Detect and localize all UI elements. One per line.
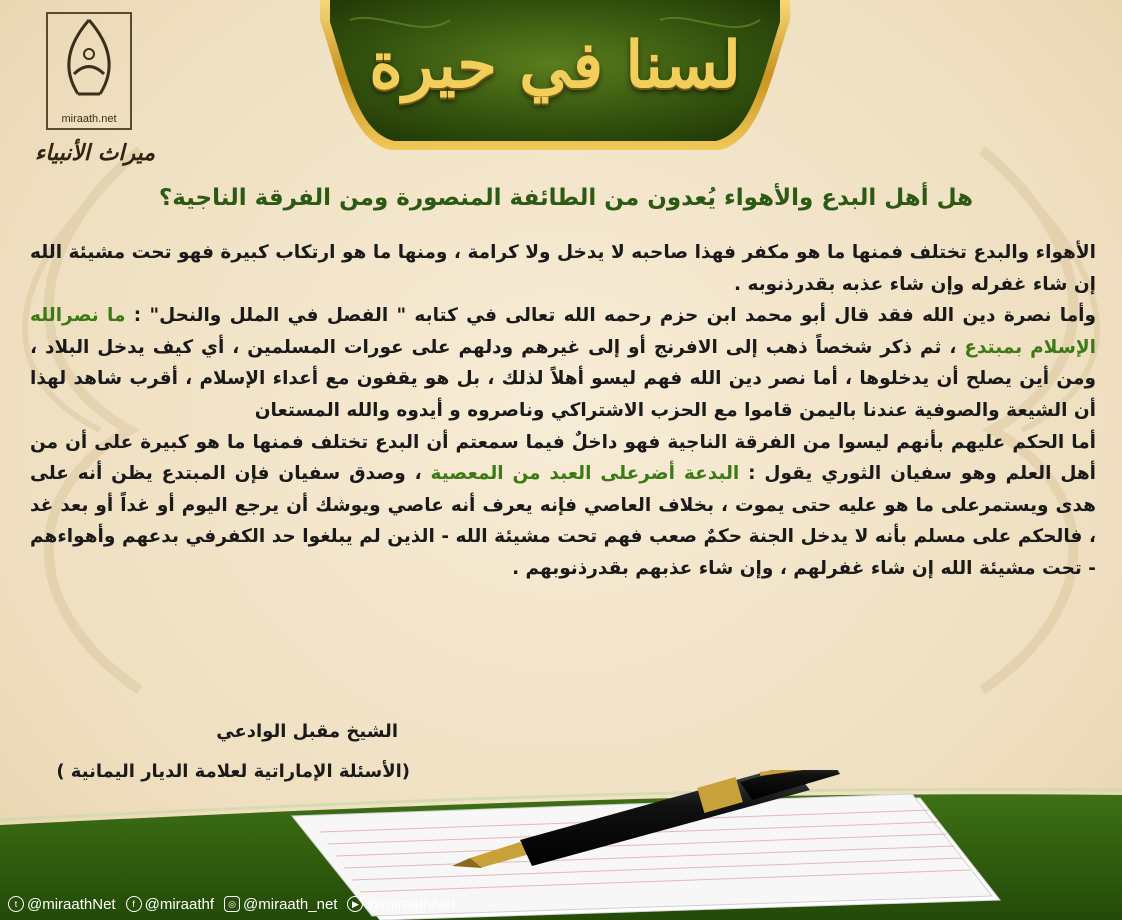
text-run: وأما نصرة دين الله فقد قال أبو محمد ابن حزم رحمه الله تعالى في كتابه " الفصل في الملل والنحل" : <box>125 305 1097 327</box>
logo-calligraphy-icon <box>48 14 130 112</box>
answer-paragraph-2 <box>30 300 1096 426</box>
youtube-icon: ▶ <box>347 896 363 912</box>
header-banner <box>320 0 790 160</box>
banner-title: لسنا في حيرة <box>369 28 741 103</box>
source-reference: (الأسئلة الإماراتية لعلامة الديار اليمانية ) <box>56 761 410 782</box>
twitter-icon: t <box>8 896 24 912</box>
footer-band <box>0 770 1122 920</box>
miraath-logo <box>20 12 170 172</box>
social-handle: @miraathf <box>144 895 215 913</box>
text-run: ، وصدق سفيان فإن المبتدع يظن أنه على هدى ويستمرعلى ما هو عليه حتى يموت ، بخلاف العاصي فإنه يعرف أنه عاصي ويوشك أن يرجع اليوم أو غداً أو بعد غد ، فالحكم على مسلم بأنه لا يدخل الجنة حكمٌ صعب فهم تحت مشيئة الله - الذين لم يبلغوا حد الكفرفي بدعهم وأهواءهم - تحت مشيئة الله إن شاء غفرلهم ، وإن شاء عذبهم بقدرذنوبهم . <box>30 463 1096 579</box>
answer-paragraph-3 <box>30 427 1096 585</box>
social-handle: @miraathNet <box>366 895 456 913</box>
text-run: أما الحكم عليهم بأنهم ليسوا من الفرقة الناجية فهو داخلٌ فيما سمعتم أن البدع تختلف فمنها ما هو كبيرة على أن من أهل العلم وهو سفيان الثوري يقول : <box>30 431 1096 485</box>
sheikh-name: الشيخ مقبل الوادعي <box>216 721 398 742</box>
logo-site: miraath.net <box>61 113 117 125</box>
facebook-icon: f <box>126 896 142 912</box>
logo-name: ميراث الأنبياء <box>34 140 156 166</box>
text-run: ، ثم ذكر شخصاً ذهب إلى الافرنج أو إلى غيرهم ودلهم على عورات المسلمين ، أي كيف يدخل البلاد ، ومن أين يصلح أن يدخلوها ، أما نصر دين الله فهم ليسو أهلاً لذلك ، بل هو يقفون مع أعداء الإسلام ، أقرب شاهد لهذا أن الشيعة والصوفية عندنا باليمن قاموا مع الحزب الاشتراكي وناصروه و أيدوه والله المستعان <box>30 336 1096 421</box>
social-handle: @miraath_net <box>243 895 338 913</box>
social-instagram[interactable] <box>224 896 337 913</box>
logo-frame <box>46 12 132 130</box>
instagram-icon: ◎ <box>224 896 240 912</box>
social-youtube[interactable] <box>347 896 455 913</box>
social-twitter[interactable] <box>8 896 116 913</box>
quote-highlight: ما نصرالله الإسلام بمبتدع <box>30 305 1097 358</box>
answer-body <box>30 237 1096 585</box>
quote-highlight: البدعة أضرعلى العبد من المعصية <box>430 463 740 485</box>
answer-paragraph-1: الأهواء والبدع تختلف فمنها ما هو مكفر فهذا صاحبه لا يدخل ولا كرامة ، ومنها ما هو ارتكاب كبيرة فهو تحت مشيئة الله إن شاء غفرله وإن شاء عذبه بقدرذنوبه . <box>30 242 1096 295</box>
social-facebook[interactable] <box>126 896 214 913</box>
social-links <box>8 892 455 916</box>
question-heading: هل أهل البدع والأهواء يُعدون من الطائفة المنصورة ومن الفرقة الناجية؟ <box>158 185 974 211</box>
social-handle: @miraathNet <box>27 895 116 913</box>
